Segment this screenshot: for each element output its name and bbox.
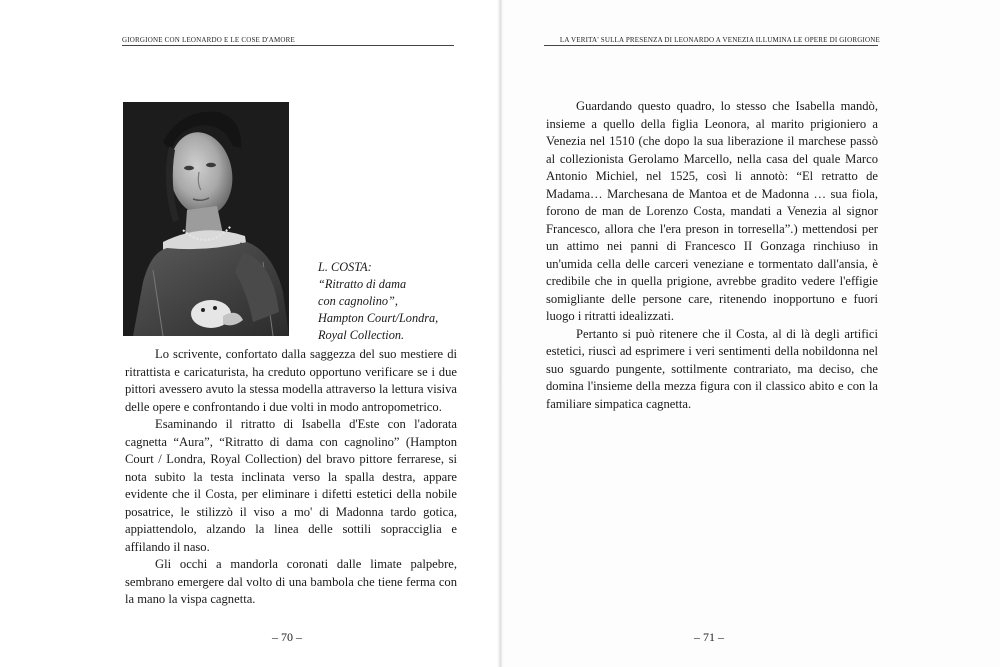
running-head-left: GIORGIONE CON LEONARDO E LE COSE D'AMORE (122, 36, 295, 44)
caption-line: Hampton Court/Londra, (318, 311, 439, 325)
left-body-text (125, 346, 457, 609)
page-number-right: – 71 – (694, 630, 724, 644)
caption-line: con cagnolino”, (318, 294, 398, 308)
book-spine (497, 0, 503, 667)
page-number-left: – 70 – (272, 630, 302, 644)
caption-line: Royal Collection. (318, 328, 405, 342)
paragraph: Pertanto si può ritenere che il Costa, al di là degli artifici estetici, riuscì ad esprimere i veri sentimenti della nobildonna nel suo sguardo pungente, sottilmente contrariato, ma deciso, che domina l'insieme della mezza figura con il classico abito e con la familiare simpatica cagnetta. (546, 326, 878, 411)
paragraph: Lo scrivente, confortato dalla saggezza del suo mestiere di ritrattista e caricaturista, ha creduto opportuno verificare se i due pittori avessero avuto la stessa modella attraverso la lettura visiva delle opere e confrontando i due volti in modo antropometrico. (125, 347, 457, 414)
paragraph: Guardando questo quadro, lo stesso che Isabella mandò, insieme a quello della figlia Leonora, al marito prigioniero a Venezia nel 1510 (che dopo la sua liberazione il marchese passò al collezionista Gerolamo Marcello, nella casa del quale Marco Antonio Michiel, nel 1525, così li annotò: “El retratto de Madama… Marchesana de Mantoa et de Madonna … sua fiola, forono de man de Lorenzo Costa, mandati a Venezia al signor Francesco, allora che l'era preson in torresella”.) mettendosi per un attimo nei panni di Francesco II Gonzaga rinchiuso in un'umida cella delle carceri veneziane e tormentato dall'ansia, è credibile che in quella prigione, avrebbe gradito vedere l'effigie somigliante delle persone care, ritenendo inopportuno e fuori luogo i ritratti idealizzati. (546, 99, 878, 323)
header-rule-left (122, 45, 454, 46)
caption-line: “Ritratto di dama (318, 277, 407, 291)
paragraph: Esaminando il ritratto di Isabella d'Este con l'adorata cagnetta “Aura”, “Ritratto di dama con cagnolino” (Hampton Court / Londra, Royal Collection) del bravo pittore ferrarese, si nota subito la testa inclinata verso la spalla destra, appare evidente che il Costa, per eliminare i difetti estetici della nobile posatrice, le stilizzò il viso a mo' di Madonna tardo gotica, appiattendolo, alzando la linea delle sottili sopracciglia e affilando il naso. (125, 417, 457, 554)
right-body-text (546, 98, 878, 413)
portrait-caption (318, 259, 438, 344)
caption-line: L. COSTA: (318, 260, 372, 274)
portrait-illustration (123, 102, 289, 336)
header-rule-right (544, 45, 878, 46)
paragraph: Gli occhi a mandorla coronati dalle limate palpebre, sembrano emergere dal volto di una bambola che tiene ferma con la mano la vispa cagnetta. (125, 557, 457, 606)
running-head-right: LA VERITA' SULLA PRESENZA DI LEONARDO A VENEZIA ILLUMINA LE OPERE DI GIORGIONE (559, 36, 880, 44)
